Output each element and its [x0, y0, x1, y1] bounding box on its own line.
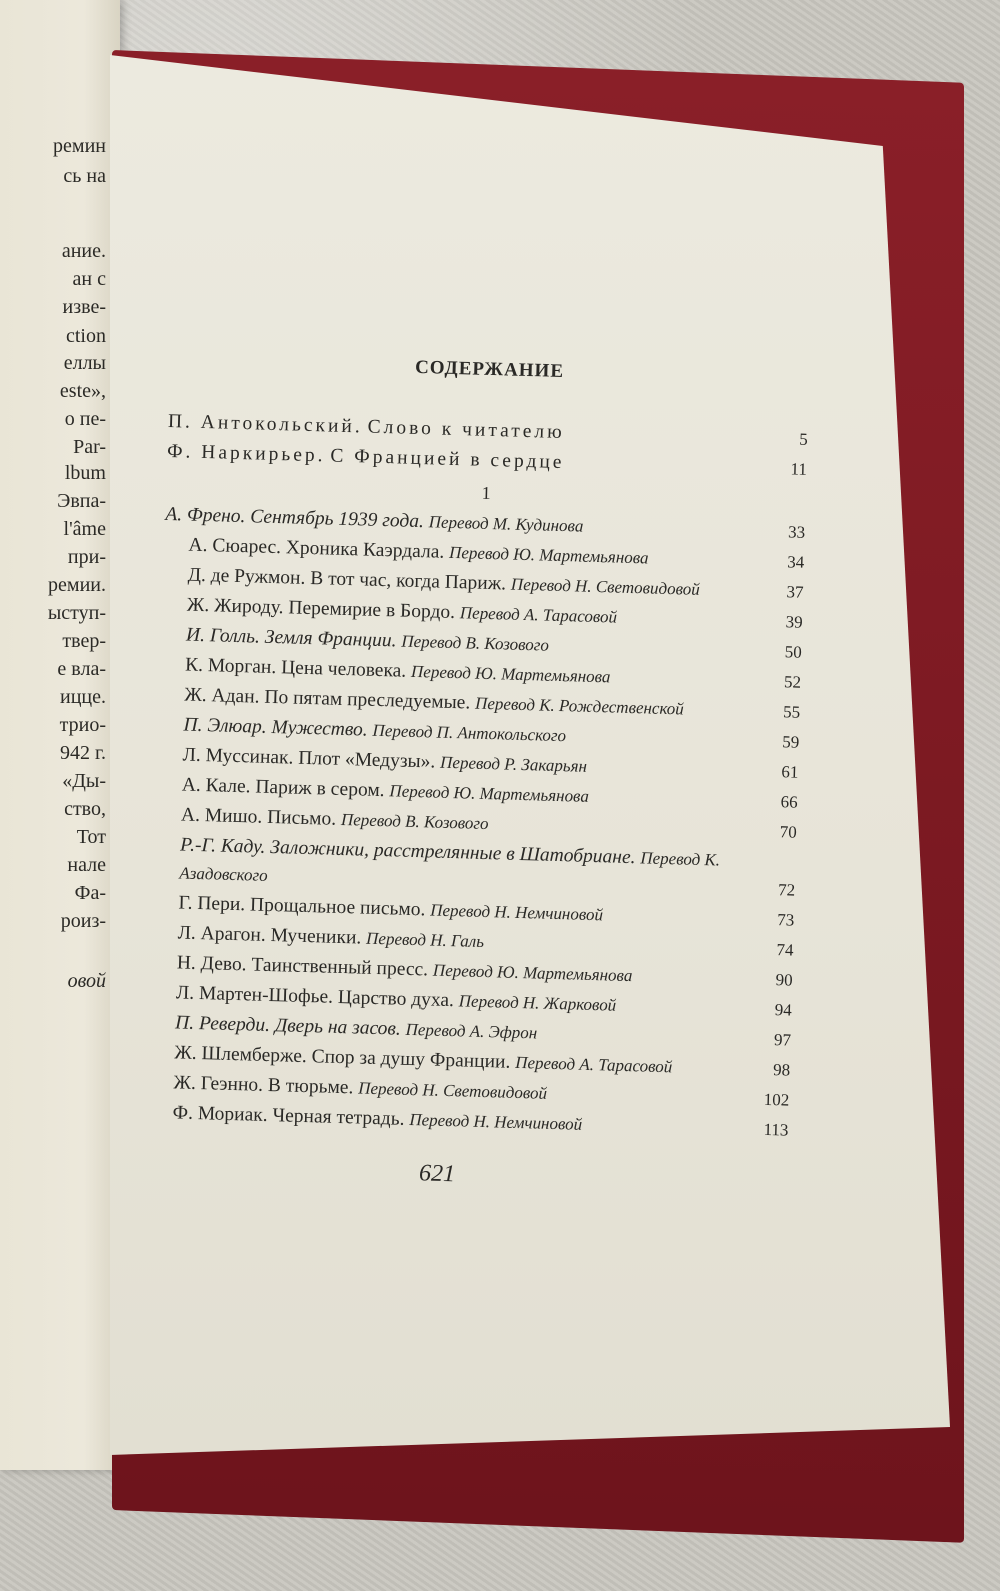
toc-entry-translator: Перевод В. Козового — [340, 809, 489, 834]
toc-entry-title: В тюрьме. — [267, 1075, 354, 1099]
left-page-text-fragment: l'âme — [63, 518, 106, 540]
toc-entry-page-number: 70 — [779, 822, 798, 842]
toc-entry-page-number: 113 — [763, 1119, 789, 1140]
toc-entry-page-number: 11 — [790, 459, 808, 479]
left-page-text-fragment: роиз- — [60, 910, 106, 932]
toc-entry-translator: Перевод Н. Немчиновой — [429, 900, 604, 925]
toc-entry-author: П. Элюар. — [183, 714, 267, 738]
toc-entry-author: Н. Дево. — [176, 952, 247, 976]
toc-entry-title: С Францией в сердце — [330, 445, 565, 474]
toc-entry-translator: Перевод Р. Закарьян — [439, 752, 588, 776]
toc-entry-page-number: 61 — [781, 762, 799, 782]
toc-entry-author: А. Мишо. — [180, 804, 263, 828]
left-page-text-fragment: lbum — [64, 462, 106, 484]
toc-entry-title: Цена человека. — [280, 657, 407, 682]
toc-entry-author: Ж. Шлемберже. — [174, 1042, 308, 1068]
toc-entry-title: Дверь на засов. — [274, 1015, 402, 1040]
left-page-text-fragment: ство, — [64, 798, 106, 820]
toc-entry-author: А. Сюарес. — [188, 534, 282, 559]
toc-entry-translator: Перевод Ю. Мартемьянова — [410, 661, 611, 687]
left-page-text-fragment: Эвпа- — [57, 490, 106, 512]
section-number: 1 — [481, 482, 491, 504]
left-page-text-fragment: при- — [67, 546, 106, 568]
toc-entry-author: К. Морган. — [184, 654, 277, 679]
toc-entry-title: Черная тетрадь. — [272, 1105, 405, 1130]
left-page-text-fragment: е вла- — [57, 658, 106, 680]
toc-entry-page-number: 73 — [777, 910, 795, 930]
toc-entry-author: Р.-Г. Каду. — [179, 834, 266, 858]
left-page-text-fragment: еллы — [63, 352, 106, 374]
left-page-text-fragment: овой — [67, 970, 106, 992]
page-folio: 621 — [418, 1160, 456, 1188]
left-page-text-fragment: ction — [66, 325, 106, 347]
left-page-text-fragment: ицце. — [60, 686, 106, 708]
toc-entry-page-number: 102 — [763, 1089, 790, 1110]
toc-entry-translator: Перевод Н. Жарковой — [458, 991, 617, 1015]
toc-entry-author: Ж. Жироду. — [186, 594, 284, 619]
toc-entry-page-number: 50 — [784, 642, 803, 662]
left-page — [0, 0, 120, 1470]
toc-entry-title: Спор за душу Франции. — [311, 1046, 511, 1073]
front-matter-list — [167, 408, 808, 484]
toc-entry-page-number: 97 — [773, 1030, 792, 1050]
toc-entry-page-number: 66 — [780, 792, 798, 812]
toc-entry-author: Ж. Геэнно. — [173, 1072, 264, 1096]
toc-entry-author: А. Френо. — [165, 503, 246, 528]
toc-entry-author: Ф. Наркирьер. — [166, 440, 326, 467]
toc-entry-page-number: 37 — [786, 582, 804, 602]
left-page-text-fragment: ыступ- — [47, 602, 106, 624]
left-page-text-fragment: изве- — [62, 296, 106, 318]
toc-entry-title: Земля Франции. — [264, 626, 397, 652]
toc-entry-translator: Перевод Ю. Мартемьянова — [389, 781, 590, 806]
toc-entry-title: Прощальное письмо. — [249, 894, 426, 921]
toc-entry-title: Мужество. — [271, 716, 369, 741]
toc-entry-translator: Перевод А. Эфрон — [405, 1019, 538, 1043]
toc-entry-translator: Перевод Н. Галь — [365, 928, 485, 951]
toc-entry-page-number: 55 — [782, 702, 801, 722]
toc-entry-page-number: 5 — [798, 429, 809, 449]
toc-entry-title: Париж в сером. — [255, 776, 385, 802]
toc-entry-title: Мученики. — [270, 925, 362, 949]
toc-entry-translator: Перевод Ю. Мартемьянова — [432, 960, 633, 986]
toc-entry-title: По пятам преследуемые. — [264, 686, 471, 714]
toc-entry-page-number: 98 — [772, 1060, 791, 1080]
left-page-text-fragment: сь на — [63, 165, 106, 187]
toc-entry-translator: Перевод Н. Немчиновой — [409, 1109, 583, 1134]
toc-entry-author: П. Реверди. — [174, 1012, 271, 1037]
toc-entry-author: И. Голль. — [185, 624, 261, 648]
toc-entry-translator: Перевод М. Кудинова — [428, 512, 584, 536]
left-page-text-fragment: ремии. — [48, 574, 106, 596]
toc-entry-author: А. Кале. — [181, 774, 251, 798]
toc-entry-translator: Перевод В. Козового — [401, 631, 550, 655]
toc-entry-page-number: 39 — [785, 612, 803, 632]
toc-entry-translator: Перевод П. Антокольского — [372, 720, 567, 746]
toc-entry-title: Слово к читателю — [367, 416, 566, 444]
table-of-contents — [147, 350, 810, 1198]
toc-entry-page-number: 52 — [783, 672, 802, 692]
toc-entry-author: Ф. Мориак. — [172, 1102, 268, 1127]
left-page-text-fragment: ание. — [61, 240, 106, 262]
left-page-text-fragment: ремин — [53, 135, 106, 157]
toc-entry-translator: Перевод Ю. Мартемьянова — [448, 542, 649, 568]
toc-entry-author: Л. Мартен-Шофье. — [175, 982, 334, 1008]
toc-entry-page-number: 33 — [787, 522, 806, 542]
toc-title: СОДЕРЖАНИЕ — [414, 356, 565, 383]
toc-entry-translator: Перевод К. Азадовского — [179, 848, 721, 885]
toc-entry-title: Царство духа. — [337, 986, 455, 1012]
left-page-text-fragment: о пе- — [64, 408, 106, 430]
toc-entry-title: Письмо. — [266, 806, 337, 830]
toc-entry-title: В тот час, когда Париж. — [309, 568, 507, 595]
left-page-text-fragment: Par- — [73, 436, 106, 458]
toc-entry-author: Д. де Ружмон. — [187, 564, 306, 589]
left-page-text-fragment: Тот — [76, 826, 106, 848]
toc-entry-translator: Перевод А. Тарасовой — [514, 1052, 673, 1077]
toc-entry-page-number: 90 — [775, 970, 793, 990]
left-page-text-fragment: нале — [67, 854, 106, 876]
toc-entry-author: Л. Арагон. — [177, 922, 267, 946]
left-page-text-fragment: твер- — [62, 630, 106, 652]
toc-entry-page-number: 94 — [774, 1000, 793, 1020]
toc-entry-page-number: 34 — [787, 552, 805, 572]
toc-entry-page-number: 72 — [777, 880, 796, 900]
toc-entry-author: Л. Муссинак. — [182, 744, 294, 769]
left-page-text-fragment: трио- — [59, 714, 106, 736]
toc-entry-author: Ж. Адан. — [184, 684, 260, 708]
toc-entry-title: Плот «Медузы». — [297, 747, 436, 773]
toc-entry-translator: Перевод Н. Световидовой — [357, 1078, 548, 1103]
left-page-text-fragment: ан с — [72, 268, 106, 290]
left-page-text-fragment: este», — [59, 380, 106, 402]
toc-entry-page-number: 74 — [776, 940, 794, 960]
left-page-text-fragment: Фа- — [74, 882, 106, 904]
toc-entry-title: Сентябрь 1939 года. — [250, 506, 425, 533]
left-page-text-fragment: 942 г. — [60, 742, 106, 764]
toc-entry-author: Г. Пери. — [178, 892, 246, 916]
toc-entries-list — [148, 501, 805, 1145]
toc-entry-title: Перемирие в Бордо. — [288, 597, 456, 624]
toc-entry-title: Заложники, расстрелянные в Шатобриане. — [270, 836, 636, 869]
left-page-text-fragment: «Ды- — [62, 770, 106, 792]
toc-entry-title: Таинственный пресс. — [251, 954, 429, 981]
toc-entry-author: П. Антокольский. — [167, 410, 364, 438]
toc-entry-translator: Перевод К. Рождественской — [474, 693, 685, 719]
toc-entry-title: Хроника Каэрдала. — [285, 537, 445, 563]
toc-entry-translator: Перевод А. Тарасовой — [459, 603, 618, 627]
toc-entry-page-number: 59 — [782, 732, 800, 752]
toc-entry-translator: Перевод Н. Световидовой — [510, 574, 701, 599]
